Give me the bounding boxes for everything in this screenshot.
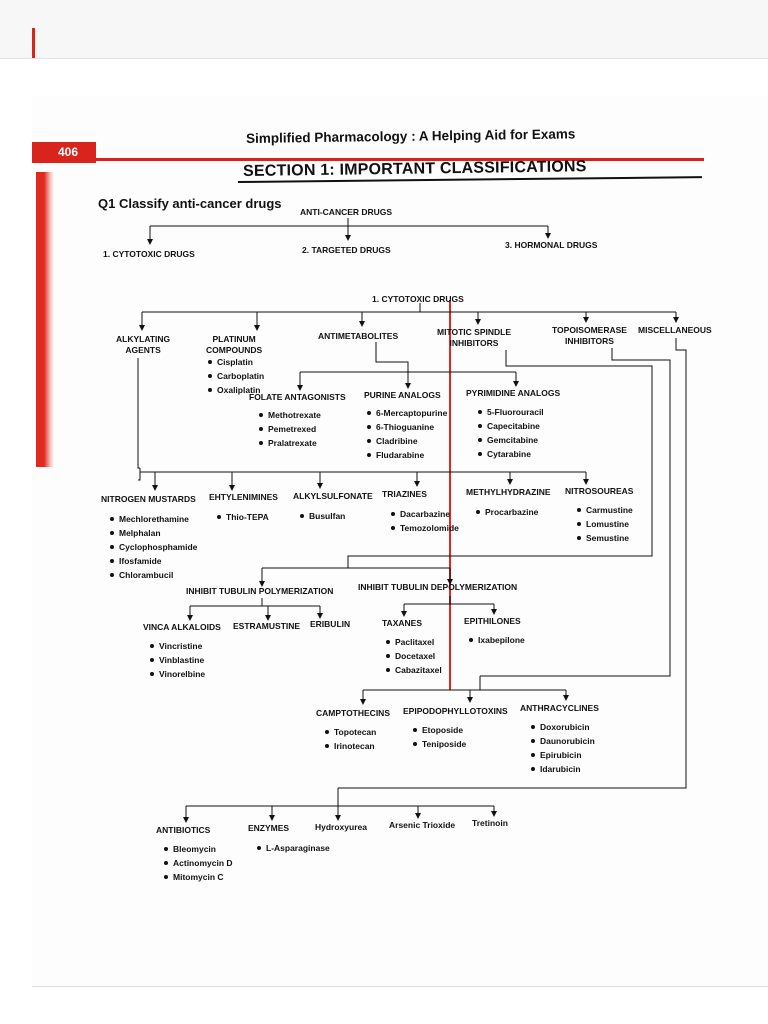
list-item: Procarbazine <box>485 507 539 517</box>
pyrimidine-analogs-heading: PYRIMIDINE ANALOGS <box>466 388 561 398</box>
platinum-line1: PLATINUM <box>212 334 256 344</box>
list-item: Pemetrexed <box>268 422 321 436</box>
list-item: Idarubicin <box>540 762 595 776</box>
epipodophyllotoxins-list <box>412 723 466 751</box>
list-item: Daunorubicin <box>540 736 595 746</box>
list-item: Carboplatin <box>217 371 265 381</box>
branch-targeted: 2. TARGETED DRUGS <box>302 245 391 255</box>
list-item: Cladribine <box>376 434 447 448</box>
platinum-list <box>207 355 264 397</box>
list-item: Etoposide <box>422 723 466 737</box>
list-item: Pralatrexate <box>268 436 321 450</box>
taxanes-list <box>385 635 442 677</box>
list-item: Thio-TEPA <box>226 512 269 522</box>
anthracyclines-list <box>530 720 595 776</box>
list-item: L-Asparaginase <box>266 843 330 853</box>
mitotic-line1: MITOTIC SPINDLE <box>437 327 511 337</box>
list-item: Ixabepilone <box>478 635 525 645</box>
cytotoxic-title: 1. CYTOTOXIC DRUGS <box>372 294 464 304</box>
eribulin-heading: ERIBULIN <box>310 619 351 629</box>
list-item: Methotrexate <box>268 410 321 420</box>
list-item: Docetaxel <box>395 649 442 663</box>
list-item: Doxorubicin <box>540 720 595 734</box>
tubulin-polymerization-heading: INHIBIT TUBULIN POLYMERIZATION <box>186 586 334 596</box>
vinca-alkaloids-heading: VINCA ALKALOIDS <box>143 622 221 632</box>
list-item: Mechlorethamine <box>119 512 197 526</box>
platinum-compounds-heading <box>206 334 262 356</box>
estramustine-heading: ESTRAMUSTINE <box>233 621 301 631</box>
mustards-list <box>109 512 197 582</box>
epothilones-list <box>468 633 525 647</box>
list-item: Vincristine <box>159 639 205 653</box>
camptothecins-list <box>324 725 376 753</box>
alkylating-line1: ALKYLATING <box>116 334 171 344</box>
book-title: Simplified Pharmacology : A Helping Aid for Exams <box>246 126 576 146</box>
methylhydrazine-list <box>475 505 538 519</box>
list-item: Chlorambucil <box>119 568 197 582</box>
hydroxyurea-label: Hydroxyurea <box>315 822 367 832</box>
topoisomerase-heading <box>552 325 627 347</box>
folate-antagonists-heading: FOLATE ANTAGONISTS <box>249 392 346 402</box>
list-item: Gemcitabine <box>487 433 544 447</box>
nitrosoureas-heading: NITROSOUREAS <box>565 486 634 496</box>
mitotic-line2: INHIBITORS <box>449 338 499 348</box>
list-item: Ifosfamide <box>119 554 197 568</box>
branch-hormonal: 3. HORMONAL DRUGS <box>505 240 598 250</box>
list-item: Mitomycin C <box>173 870 233 884</box>
list-item: Cyclophosphamide <box>119 542 198 552</box>
list-item: 6-Mercaptopurine <box>376 408 448 418</box>
list-item: Paclitaxel <box>395 635 442 649</box>
list-item: Cisplatin <box>217 355 264 369</box>
alkylating-line2: AGENTS <box>125 345 161 355</box>
list-item: Vinorelbine <box>159 669 206 679</box>
list-item: Temozolomide <box>400 523 459 533</box>
pyrimidine-list <box>477 405 544 461</box>
list-item: Dacarbazine <box>400 507 459 521</box>
nitrogen-mustards-heading: NITROGEN MUSTARDS <box>101 494 196 504</box>
triazines-heading: TRIAZINES <box>382 489 427 499</box>
list-item: Topotecan <box>334 727 377 737</box>
topo-line2: INHIBITORS <box>564 336 614 346</box>
tubulin-depolymerization-heading: INHIBIT TUBULIN DEPOLYMERIZATION <box>358 582 518 592</box>
epothilones-heading: EPITHILONES <box>464 616 521 626</box>
arsenic-trioxide-label: Arsenic Trioxide <box>389 820 456 830</box>
enzymes-heading: ENZYMES <box>248 823 290 833</box>
taxanes-heading: TAXANES <box>382 618 422 628</box>
list-item: Bleomycin <box>173 842 233 856</box>
vinca-list <box>149 639 205 681</box>
triazines-list <box>390 507 459 535</box>
list-item: Vinblastine <box>159 655 205 665</box>
epipodophyllotoxins-heading: EPIPODOPHYLLOTOXINS <box>403 706 508 716</box>
list-item: Capecitabine <box>487 419 544 433</box>
mitotic-spindle-heading <box>437 327 511 349</box>
antibiotics-heading: ANTIBIOTICS <box>156 825 211 835</box>
camptothecins-heading: CAMPTOTHECINS <box>316 708 390 718</box>
branch-cytotoxic: 1. CYTOTOXIC DRUGS <box>103 249 195 259</box>
list-item: 5-Fluorouracil <box>487 407 544 417</box>
ethylenimines-list <box>216 510 269 524</box>
topo-line1: TOPOISOMERASE <box>552 325 627 335</box>
section-title: SECTION 1: IMPORTANT CLASSIFICATIONS <box>243 158 587 180</box>
list-item: Carmustine <box>586 505 633 515</box>
alkylating-agents-heading <box>116 334 170 356</box>
nitrosoureas-list <box>576 503 633 545</box>
list-item: Cytarabine <box>487 447 544 461</box>
methylhydrazine-heading: METHYLHYDRAZINE <box>466 487 551 497</box>
list-item: Cabazitaxel <box>395 665 442 675</box>
list-item: Teniposide <box>422 739 467 749</box>
list-item: Semustine <box>586 531 633 545</box>
root-anti-cancer-drugs: ANTI-CANCER DRUGS <box>300 207 393 217</box>
list-item: 6-Thioguanine <box>376 420 447 434</box>
list-item: Actinomycin D <box>173 858 233 868</box>
ethylenimines-heading: EHTYLENIMINES <box>209 492 278 502</box>
miscellaneous-heading: MISCELLANEOUS <box>638 325 712 335</box>
list-item: Busulfan <box>309 511 346 521</box>
purine-analogs-heading: PURINE ANALOGS <box>364 390 441 400</box>
antimetabolites-heading: ANTIMETABOLITES <box>318 331 399 341</box>
list-item: Lomustine <box>586 517 633 531</box>
list-item: Oxaliplatin <box>217 383 264 397</box>
folate-list <box>258 408 321 450</box>
alkylsulfonate-list <box>299 509 345 523</box>
platinum-line2: COMPOUNDS <box>206 345 263 355</box>
list-item: Irinotecan <box>334 741 375 751</box>
anthracyclines-heading: ANTHRACYCLINES <box>520 703 599 713</box>
page-number: 406 <box>32 142 96 163</box>
question-heading: Q1 Classify anti-cancer drugs <box>98 196 282 211</box>
list-item: Melphalan <box>119 526 197 540</box>
enzymes-list <box>256 841 330 855</box>
alkylsulfonate-heading: ALKYLSULFONATE <box>293 491 373 501</box>
list-item: Epirubicin <box>540 748 595 762</box>
list-item: Fludarabine <box>376 448 447 462</box>
antibiotics-list <box>163 842 233 884</box>
purine-list <box>366 406 447 462</box>
tretinoin-label: Tretinoin <box>472 818 508 828</box>
